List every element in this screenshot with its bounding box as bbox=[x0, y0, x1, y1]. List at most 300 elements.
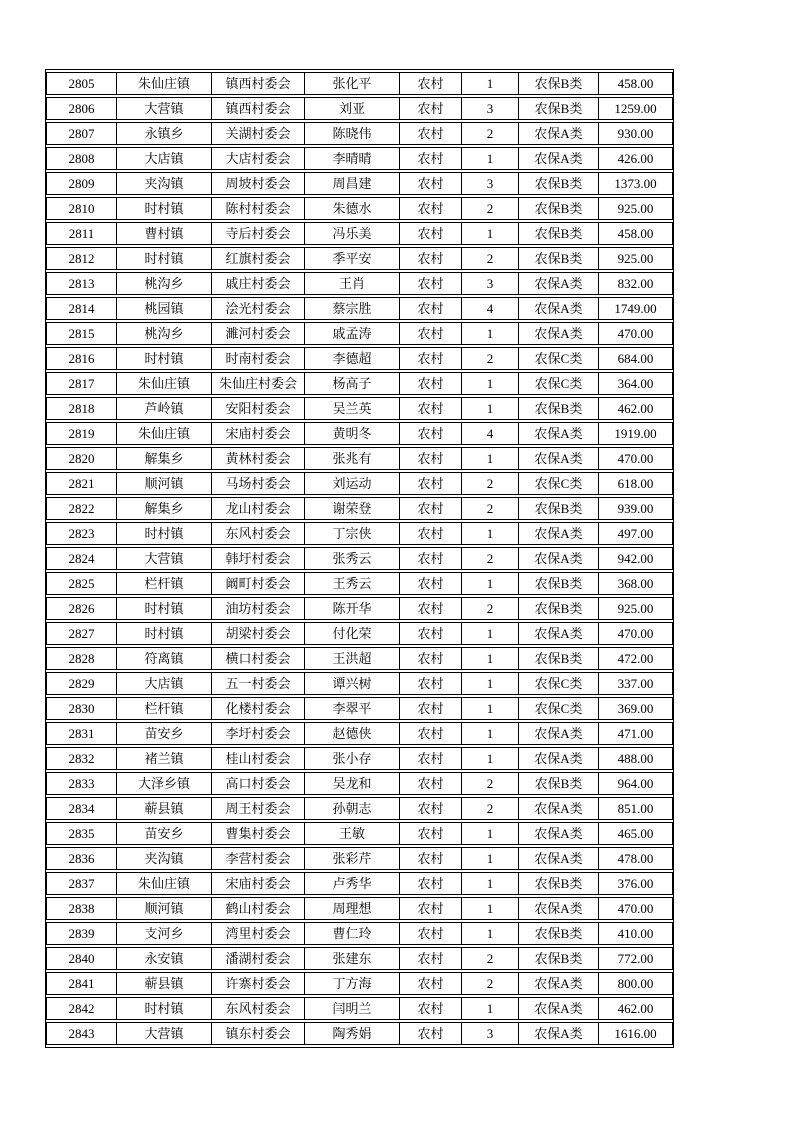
cell-town: 朱仙庄镇 bbox=[116, 72, 211, 95]
table-row bbox=[46, 872, 673, 895]
cell-amount: 939.00 bbox=[598, 497, 673, 520]
cell-amount: 364.00 bbox=[598, 372, 673, 395]
table-row bbox=[46, 797, 673, 820]
cell-record-id: 2809 bbox=[46, 172, 116, 195]
cell-residence-type: 农村 bbox=[399, 272, 461, 295]
insurance-records-table bbox=[45, 69, 674, 1048]
table-row bbox=[46, 372, 673, 395]
cell-person-name: 季平安 bbox=[304, 247, 399, 270]
cell-person-name: 张彩芹 bbox=[304, 847, 399, 870]
cell-insurance-category: 农保A类 bbox=[518, 447, 598, 470]
cell-person-count: 2 bbox=[461, 247, 518, 270]
cell-town: 大泽乡镇 bbox=[116, 772, 211, 795]
cell-town: 苗安乡 bbox=[116, 822, 211, 845]
cell-insurance-category: 农保B类 bbox=[518, 647, 598, 670]
cell-person-count: 1 bbox=[461, 822, 518, 845]
cell-record-id: 2806 bbox=[46, 97, 116, 120]
cell-residence-type: 农村 bbox=[399, 897, 461, 920]
cell-insurance-category: 农保A类 bbox=[518, 422, 598, 445]
cell-person-count: 1 bbox=[461, 222, 518, 245]
cell-amount: 470.00 bbox=[598, 322, 673, 345]
cell-person-count: 2 bbox=[461, 772, 518, 795]
cell-residence-type: 农村 bbox=[399, 72, 461, 95]
table-row bbox=[46, 72, 673, 95]
cell-town: 褚兰镇 bbox=[116, 747, 211, 770]
cell-person-name: 卢秀华 bbox=[304, 872, 399, 895]
cell-insurance-category: 农保A类 bbox=[518, 322, 598, 345]
cell-amount: 471.00 bbox=[598, 722, 673, 745]
cell-person-name: 张秀云 bbox=[304, 547, 399, 570]
cell-record-id: 2805 bbox=[46, 72, 116, 95]
table-row bbox=[46, 422, 673, 445]
cell-town: 大店镇 bbox=[116, 672, 211, 695]
cell-insurance-category: 农保A类 bbox=[518, 1022, 598, 1045]
table-row bbox=[46, 547, 673, 570]
cell-residence-type: 农村 bbox=[399, 872, 461, 895]
cell-record-id: 2813 bbox=[46, 272, 116, 295]
cell-town: 时村镇 bbox=[116, 247, 211, 270]
cell-village-committee: 化楼村委会 bbox=[211, 697, 304, 720]
cell-insurance-category: 农保A类 bbox=[518, 122, 598, 145]
cell-village-committee: 韩圩村委会 bbox=[211, 547, 304, 570]
cell-person-count: 2 bbox=[461, 347, 518, 370]
cell-town: 顺河镇 bbox=[116, 897, 211, 920]
cell-residence-type: 农村 bbox=[399, 222, 461, 245]
cell-insurance-category: 农保A类 bbox=[518, 297, 598, 320]
table-row bbox=[46, 822, 673, 845]
cell-person-name: 陶秀娟 bbox=[304, 1022, 399, 1045]
cell-residence-type: 农村 bbox=[399, 322, 461, 345]
cell-record-id: 2826 bbox=[46, 597, 116, 620]
table-row bbox=[46, 397, 673, 420]
cell-record-id: 2814 bbox=[46, 297, 116, 320]
cell-residence-type: 农村 bbox=[399, 972, 461, 995]
cell-person-count: 1 bbox=[461, 647, 518, 670]
cell-record-id: 2822 bbox=[46, 497, 116, 520]
table-row bbox=[46, 897, 673, 920]
cell-person-name: 张兆有 bbox=[304, 447, 399, 470]
cell-record-id: 2840 bbox=[46, 947, 116, 970]
cell-person-name: 赵德侠 bbox=[304, 722, 399, 745]
table-row bbox=[46, 522, 673, 545]
cell-amount: 925.00 bbox=[598, 247, 673, 270]
cell-residence-type: 农村 bbox=[399, 472, 461, 495]
cell-record-id: 2824 bbox=[46, 547, 116, 570]
cell-record-id: 2843 bbox=[46, 1022, 116, 1045]
cell-village-committee: 潘湖村委会 bbox=[211, 947, 304, 970]
cell-amount: 1373.00 bbox=[598, 172, 673, 195]
cell-residence-type: 农村 bbox=[399, 347, 461, 370]
cell-person-count: 1 bbox=[461, 672, 518, 695]
cell-residence-type: 农村 bbox=[399, 247, 461, 270]
cell-amount: 925.00 bbox=[598, 197, 673, 220]
cell-person-count: 1 bbox=[461, 147, 518, 170]
cell-record-id: 2834 bbox=[46, 797, 116, 820]
cell-person-count: 2 bbox=[461, 972, 518, 995]
cell-record-id: 2835 bbox=[46, 822, 116, 845]
cell-record-id: 2820 bbox=[46, 447, 116, 470]
cell-town: 芦岭镇 bbox=[116, 397, 211, 420]
table-row bbox=[46, 172, 673, 195]
table-row bbox=[46, 147, 673, 170]
cell-residence-type: 农村 bbox=[399, 772, 461, 795]
cell-person-count: 2 bbox=[461, 197, 518, 220]
cell-person-name: 孙朝志 bbox=[304, 797, 399, 820]
cell-amount: 488.00 bbox=[598, 747, 673, 770]
cell-residence-type: 农村 bbox=[399, 547, 461, 570]
cell-village-committee: 周坡村委会 bbox=[211, 172, 304, 195]
cell-amount: 470.00 bbox=[598, 897, 673, 920]
cell-record-id: 2818 bbox=[46, 397, 116, 420]
cell-insurance-category: 农保B类 bbox=[518, 247, 598, 270]
cell-residence-type: 农村 bbox=[399, 847, 461, 870]
cell-village-committee: 阚町村委会 bbox=[211, 572, 304, 595]
cell-insurance-category: 农保A类 bbox=[518, 547, 598, 570]
cell-person-count: 2 bbox=[461, 472, 518, 495]
cell-record-id: 2817 bbox=[46, 372, 116, 395]
cell-residence-type: 农村 bbox=[399, 397, 461, 420]
cell-person-count: 1 bbox=[461, 372, 518, 395]
cell-insurance-category: 农保C类 bbox=[518, 372, 598, 395]
cell-person-name: 张小存 bbox=[304, 747, 399, 770]
cell-residence-type: 农村 bbox=[399, 722, 461, 745]
cell-town: 解集乡 bbox=[116, 447, 211, 470]
cell-amount: 832.00 bbox=[598, 272, 673, 295]
cell-person-count: 1 bbox=[461, 622, 518, 645]
cell-person-count: 2 bbox=[461, 947, 518, 970]
cell-record-id: 2830 bbox=[46, 697, 116, 720]
cell-town: 栏杆镇 bbox=[116, 697, 211, 720]
cell-record-id: 2823 bbox=[46, 522, 116, 545]
table-row bbox=[46, 1022, 673, 1045]
cell-amount: 470.00 bbox=[598, 447, 673, 470]
cell-person-count: 2 bbox=[461, 797, 518, 820]
table-row bbox=[46, 597, 673, 620]
cell-record-id: 2832 bbox=[46, 747, 116, 770]
cell-record-id: 2808 bbox=[46, 147, 116, 170]
cell-insurance-category: 农保A类 bbox=[518, 847, 598, 870]
table-row bbox=[46, 297, 673, 320]
cell-amount: 462.00 bbox=[598, 997, 673, 1020]
cell-record-id: 2838 bbox=[46, 897, 116, 920]
cell-amount: 1259.00 bbox=[598, 97, 673, 120]
cell-person-count: 4 bbox=[461, 297, 518, 320]
cell-residence-type: 农村 bbox=[399, 622, 461, 645]
cell-person-name: 杨高子 bbox=[304, 372, 399, 395]
cell-record-id: 2841 bbox=[46, 972, 116, 995]
cell-village-committee: 胡梁村委会 bbox=[211, 622, 304, 645]
cell-insurance-category: 农保A类 bbox=[518, 622, 598, 645]
cell-person-count: 4 bbox=[461, 422, 518, 445]
cell-record-id: 2836 bbox=[46, 847, 116, 870]
cell-amount: 369.00 bbox=[598, 697, 673, 720]
cell-residence-type: 农村 bbox=[399, 97, 461, 120]
cell-residence-type: 农村 bbox=[399, 697, 461, 720]
cell-person-name: 王洪超 bbox=[304, 647, 399, 670]
cell-amount: 800.00 bbox=[598, 972, 673, 995]
cell-person-name: 刘亚 bbox=[304, 97, 399, 120]
cell-person-count: 1 bbox=[461, 847, 518, 870]
cell-record-id: 2829 bbox=[46, 672, 116, 695]
cell-village-committee: 东风村委会 bbox=[211, 997, 304, 1020]
cell-town: 永镇乡 bbox=[116, 122, 211, 145]
table-row bbox=[46, 772, 673, 795]
cell-village-committee: 关湖村委会 bbox=[211, 122, 304, 145]
cell-amount: 462.00 bbox=[598, 397, 673, 420]
cell-town: 曹村镇 bbox=[116, 222, 211, 245]
cell-insurance-category: 农保B类 bbox=[518, 497, 598, 520]
cell-amount: 1919.00 bbox=[598, 422, 673, 445]
cell-village-committee: 濉河村委会 bbox=[211, 322, 304, 345]
cell-residence-type: 农村 bbox=[399, 297, 461, 320]
cell-person-name: 王肖 bbox=[304, 272, 399, 295]
cell-person-count: 1 bbox=[461, 697, 518, 720]
cell-town: 大店镇 bbox=[116, 147, 211, 170]
cell-person-name: 曹仁玲 bbox=[304, 922, 399, 945]
cell-insurance-category: 农保A类 bbox=[518, 722, 598, 745]
cell-record-id: 2833 bbox=[46, 772, 116, 795]
cell-village-committee: 东风村委会 bbox=[211, 522, 304, 545]
cell-person-count: 2 bbox=[461, 122, 518, 145]
cell-residence-type: 农村 bbox=[399, 947, 461, 970]
cell-village-committee: 朱仙庄村委会 bbox=[211, 372, 304, 395]
cell-insurance-category: 农保A类 bbox=[518, 822, 598, 845]
cell-amount: 426.00 bbox=[598, 147, 673, 170]
cell-insurance-category: 农保B类 bbox=[518, 872, 598, 895]
cell-amount: 410.00 bbox=[598, 922, 673, 945]
cell-person-name: 周理想 bbox=[304, 897, 399, 920]
cell-residence-type: 农村 bbox=[399, 1022, 461, 1045]
cell-village-committee: 横口村委会 bbox=[211, 647, 304, 670]
cell-record-id: 2825 bbox=[46, 572, 116, 595]
cell-insurance-category: 农保B类 bbox=[518, 222, 598, 245]
cell-village-committee: 大店村委会 bbox=[211, 147, 304, 170]
cell-residence-type: 农村 bbox=[399, 597, 461, 620]
cell-person-count: 1 bbox=[461, 322, 518, 345]
cell-town: 时村镇 bbox=[116, 347, 211, 370]
cell-person-count: 3 bbox=[461, 97, 518, 120]
table-row bbox=[46, 647, 673, 670]
cell-person-count: 1 bbox=[461, 897, 518, 920]
table-row bbox=[46, 472, 673, 495]
cell-village-committee: 鹤山村委会 bbox=[211, 897, 304, 920]
cell-town: 桃沟乡 bbox=[116, 272, 211, 295]
cell-village-committee: 时南村委会 bbox=[211, 347, 304, 370]
cell-village-committee: 周王村委会 bbox=[211, 797, 304, 820]
table-row bbox=[46, 122, 673, 145]
cell-village-committee: 黄林村委会 bbox=[211, 447, 304, 470]
cell-residence-type: 农村 bbox=[399, 797, 461, 820]
cell-town: 时村镇 bbox=[116, 997, 211, 1020]
cell-person-name: 谢荣登 bbox=[304, 497, 399, 520]
cell-town: 夹沟镇 bbox=[116, 847, 211, 870]
cell-record-id: 2811 bbox=[46, 222, 116, 245]
table-row bbox=[46, 997, 673, 1020]
cell-person-count: 2 bbox=[461, 547, 518, 570]
cell-town: 苗安乡 bbox=[116, 722, 211, 745]
cell-insurance-category: 农保B类 bbox=[518, 772, 598, 795]
cell-town: 时村镇 bbox=[116, 522, 211, 545]
table-row bbox=[46, 347, 673, 370]
cell-record-id: 2810 bbox=[46, 197, 116, 220]
cell-insurance-category: 农保B类 bbox=[518, 572, 598, 595]
cell-record-id: 2839 bbox=[46, 922, 116, 945]
cell-amount: 1749.00 bbox=[598, 297, 673, 320]
cell-village-committee: 桂山村委会 bbox=[211, 747, 304, 770]
cell-residence-type: 农村 bbox=[399, 522, 461, 545]
cell-person-count: 1 bbox=[461, 522, 518, 545]
cell-village-committee: 戚庄村委会 bbox=[211, 272, 304, 295]
cell-person-name: 王秀云 bbox=[304, 572, 399, 595]
cell-insurance-category: 农保A类 bbox=[518, 972, 598, 995]
cell-insurance-category: 农保C类 bbox=[518, 472, 598, 495]
cell-residence-type: 农村 bbox=[399, 572, 461, 595]
cell-record-id: 2837 bbox=[46, 872, 116, 895]
table-row bbox=[46, 672, 673, 695]
cell-record-id: 2831 bbox=[46, 722, 116, 745]
table-row bbox=[46, 847, 673, 870]
cell-town: 朱仙庄镇 bbox=[116, 422, 211, 445]
cell-insurance-category: 农保A类 bbox=[518, 797, 598, 820]
cell-insurance-category: 农保B类 bbox=[518, 597, 598, 620]
cell-person-name: 黄明冬 bbox=[304, 422, 399, 445]
table-row bbox=[46, 447, 673, 470]
cell-village-committee: 安阳村委会 bbox=[211, 397, 304, 420]
cell-person-count: 1 bbox=[461, 572, 518, 595]
cell-amount: 964.00 bbox=[598, 772, 673, 795]
cell-town: 顺河镇 bbox=[116, 472, 211, 495]
cell-residence-type: 农村 bbox=[399, 997, 461, 1020]
cell-village-committee: 湾里村委会 bbox=[211, 922, 304, 945]
cell-record-id: 2821 bbox=[46, 472, 116, 495]
cell-amount: 458.00 bbox=[598, 222, 673, 245]
cell-village-committee: 陈村村委会 bbox=[211, 197, 304, 220]
cell-insurance-category: 农保B类 bbox=[518, 947, 598, 970]
cell-town: 大营镇 bbox=[116, 1022, 211, 1045]
table-body bbox=[46, 72, 673, 1045]
cell-insurance-category: 农保A类 bbox=[518, 997, 598, 1020]
table-row bbox=[46, 947, 673, 970]
cell-insurance-category: 农保B类 bbox=[518, 922, 598, 945]
cell-amount: 772.00 bbox=[598, 947, 673, 970]
cell-amount: 497.00 bbox=[598, 522, 673, 545]
cell-person-name: 丁宗侠 bbox=[304, 522, 399, 545]
cell-town: 大营镇 bbox=[116, 547, 211, 570]
cell-person-name: 谭兴树 bbox=[304, 672, 399, 695]
cell-person-count: 2 bbox=[461, 597, 518, 620]
cell-amount: 925.00 bbox=[598, 597, 673, 620]
cell-amount: 376.00 bbox=[598, 872, 673, 895]
cell-town: 时村镇 bbox=[116, 197, 211, 220]
cell-amount: 470.00 bbox=[598, 622, 673, 645]
cell-insurance-category: 农保B类 bbox=[518, 397, 598, 420]
cell-residence-type: 农村 bbox=[399, 372, 461, 395]
cell-town: 大营镇 bbox=[116, 97, 211, 120]
cell-village-committee: 曹集村委会 bbox=[211, 822, 304, 845]
cell-amount: 930.00 bbox=[598, 122, 673, 145]
cell-amount: 458.00 bbox=[598, 72, 673, 95]
cell-village-committee: 许寨村委会 bbox=[211, 972, 304, 995]
cell-village-committee: 龙山村委会 bbox=[211, 497, 304, 520]
cell-person-name: 付化荣 bbox=[304, 622, 399, 645]
cell-person-name: 张建东 bbox=[304, 947, 399, 970]
cell-person-count: 1 bbox=[461, 397, 518, 420]
cell-village-committee: 宋庙村委会 bbox=[211, 422, 304, 445]
cell-person-name: 李晴晴 bbox=[304, 147, 399, 170]
cell-record-id: 2827 bbox=[46, 622, 116, 645]
cell-residence-type: 农村 bbox=[399, 497, 461, 520]
table-row bbox=[46, 272, 673, 295]
cell-residence-type: 农村 bbox=[399, 422, 461, 445]
cell-record-id: 2842 bbox=[46, 997, 116, 1020]
cell-insurance-category: 农保C类 bbox=[518, 672, 598, 695]
cell-record-id: 2828 bbox=[46, 647, 116, 670]
cell-person-count: 3 bbox=[461, 172, 518, 195]
table-row bbox=[46, 572, 673, 595]
table-row bbox=[46, 722, 673, 745]
cell-village-committee: 浍光村委会 bbox=[211, 297, 304, 320]
cell-person-name: 冯乐美 bbox=[304, 222, 399, 245]
cell-village-committee: 李圩村委会 bbox=[211, 722, 304, 745]
cell-person-count: 1 bbox=[461, 997, 518, 1020]
cell-insurance-category: 农保C类 bbox=[518, 347, 598, 370]
cell-town: 栏杆镇 bbox=[116, 572, 211, 595]
cell-amount: 337.00 bbox=[598, 672, 673, 695]
table-row bbox=[46, 747, 673, 770]
cell-residence-type: 农村 bbox=[399, 672, 461, 695]
cell-town: 桃园镇 bbox=[116, 297, 211, 320]
cell-person-name: 陈晓伟 bbox=[304, 122, 399, 145]
table-row bbox=[46, 622, 673, 645]
cell-insurance-category: 农保B类 bbox=[518, 97, 598, 120]
cell-town: 朱仙庄镇 bbox=[116, 872, 211, 895]
cell-amount: 472.00 bbox=[598, 647, 673, 670]
cell-amount: 618.00 bbox=[598, 472, 673, 495]
cell-village-committee: 宋庙村委会 bbox=[211, 872, 304, 895]
table-row bbox=[46, 322, 673, 345]
cell-amount: 465.00 bbox=[598, 822, 673, 845]
cell-person-name: 王敏 bbox=[304, 822, 399, 845]
cell-village-committee: 镇东村委会 bbox=[211, 1022, 304, 1045]
cell-person-count: 1 bbox=[461, 922, 518, 945]
cell-person-name: 戚孟涛 bbox=[304, 322, 399, 345]
cell-person-name: 刘运动 bbox=[304, 472, 399, 495]
cell-village-committee: 高口村委会 bbox=[211, 772, 304, 795]
cell-person-name: 李翠平 bbox=[304, 697, 399, 720]
cell-person-name: 蔡宗胜 bbox=[304, 297, 399, 320]
cell-residence-type: 农村 bbox=[399, 447, 461, 470]
table-row bbox=[46, 697, 673, 720]
table-row bbox=[46, 497, 673, 520]
cell-amount: 942.00 bbox=[598, 547, 673, 570]
cell-residence-type: 农村 bbox=[399, 922, 461, 945]
cell-person-name: 朱德水 bbox=[304, 197, 399, 220]
cell-amount: 478.00 bbox=[598, 847, 673, 870]
cell-town: 时村镇 bbox=[116, 597, 211, 620]
cell-person-count: 1 bbox=[461, 72, 518, 95]
cell-person-count: 1 bbox=[461, 447, 518, 470]
cell-village-committee: 五一村委会 bbox=[211, 672, 304, 695]
cell-village-committee: 镇西村委会 bbox=[211, 97, 304, 120]
cell-amount: 851.00 bbox=[598, 797, 673, 820]
cell-person-name: 周昌建 bbox=[304, 172, 399, 195]
cell-residence-type: 农村 bbox=[399, 172, 461, 195]
cell-record-id: 2816 bbox=[46, 347, 116, 370]
table-row bbox=[46, 922, 673, 945]
cell-town: 蕲县镇 bbox=[116, 797, 211, 820]
cell-insurance-category: 农保B类 bbox=[518, 197, 598, 220]
cell-residence-type: 农村 bbox=[399, 647, 461, 670]
